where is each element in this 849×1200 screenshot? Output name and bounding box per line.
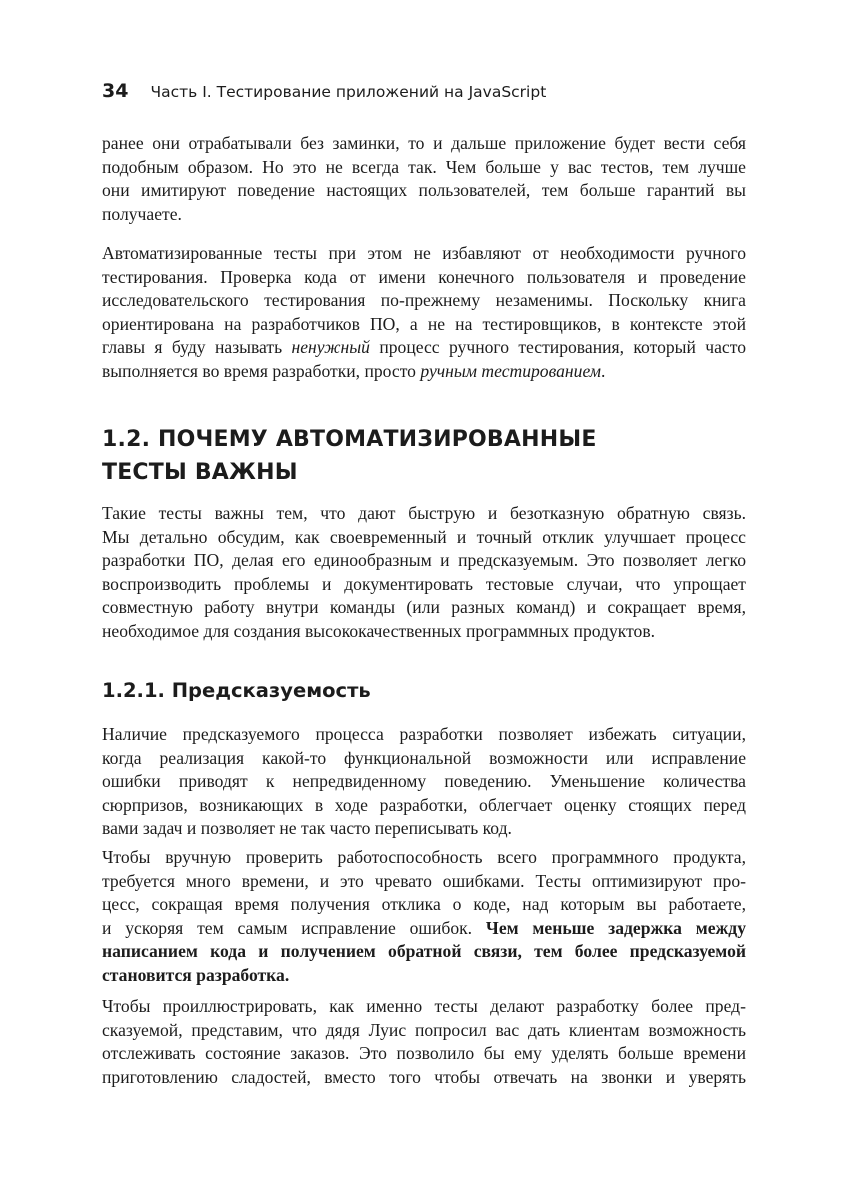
running-title: Часть I. Тестирование приложений на JavaScript	[150, 83, 547, 101]
section-heading-line: ТЕСТЫ ВАЖНЫ	[102, 460, 298, 485]
text-line: Мы детально обсудим, как своевременный и точный отклик улучшает процесс	[102, 526, 746, 547]
text-line: Такие тесты важны тем, что дают быструю и безотказную обратную связь.	[102, 503, 746, 523]
text-line: ранее они отрабатывали без заминки, то и дальше приложение будет вести себя	[102, 133, 746, 153]
text-line: совместную работу внутри команды (или разных команд) и сокращает время,	[102, 597, 746, 618]
page-number: 34	[102, 80, 129, 102]
text-line: сказуемой, представим, что дядя Луис попросил вас дать клиентам возможность	[102, 1019, 746, 1040]
text-line: когда реализация какой-то функциональной возможности или исправление	[102, 747, 746, 768]
text-line: необходимое для создания высококачественных программных продуктов.	[102, 620, 656, 641]
text-line: получаете.	[102, 203, 182, 224]
paragraph-1	[102, 132, 746, 226]
text-line: Автоматизированные тесты при этом не избавляют от необходимости ручного	[102, 243, 746, 263]
text-line: исследовательского тестирования по-прежнему незаменимы. Поскольку книга	[102, 290, 746, 311]
text-line	[102, 360, 746, 384]
paragraph-3	[102, 502, 746, 644]
text-run: выполняется во время разработки, просто	[102, 360, 421, 381]
text-line	[102, 917, 746, 941]
text-line: Чтобы вручную проверить работоспособность всего программного продукта,	[102, 847, 746, 867]
text-line	[102, 964, 746, 988]
paragraph-4	[102, 723, 746, 841]
running-head	[102, 80, 546, 102]
text-line: требуется много времени, и это чревато ошибками. Тесты оптимизируют про-	[102, 870, 746, 891]
emphasis-term: ручным тестированием	[420, 360, 602, 381]
text-line: Чтобы проиллюстрировать, как именно тесты делают разработку более пред-	[102, 996, 746, 1016]
emphasis-term: ненужный	[291, 337, 370, 358]
text-run: главы я буду называть	[102, 337, 292, 358]
text-line: Наличие предсказуемого процесса разработки позволяет избежать ситуации,	[102, 724, 746, 744]
text-run: и ускоряя тем самым исправление ошибок.	[102, 917, 486, 938]
text-line: подобным образом. Но это не всегда так. Чем больше у вас тестов, тем лучше	[102, 156, 746, 177]
bold-emphasis: становится разработка.	[102, 964, 290, 985]
subsection-heading: 1.2.1. Предсказуемость	[102, 679, 371, 702]
text-line: сюрпризов, возникающих в ходе разработки, облегчает оценку стоящих перед	[102, 794, 746, 815]
text-line: приготовлению сладостей, вместо того чтобы отвечать на звонки и уверять	[102, 1066, 746, 1087]
paragraph-6	[102, 995, 746, 1089]
bold-emphasis: написанием кода и получением обратной связи, тем более предсказуемой	[102, 941, 746, 962]
section-heading-line: 1.2. ПОЧЕМУ АВТОМАТИЗИРОВАННЫЕ	[102, 427, 597, 452]
text-line: отслеживать состояние заказов. Это позволило бы ему уделять больше времени	[102, 1043, 746, 1064]
paragraph-5	[102, 846, 746, 988]
text-line: ориентирована на разработчиков ПО, а не на тестировщиков, в контексте этой	[102, 313, 746, 334]
text-line: цесс, сокращая время получения отклика о коде, над которым вы работаете,	[102, 894, 746, 915]
bold-emphasis: Чем меньше задержка между	[485, 917, 746, 938]
text-run: процесс ручного тестирования, который часто	[369, 337, 746, 358]
paragraph-2	[102, 242, 746, 384]
text-line: разработки ПО, делая его единообразным и предсказуемым. Это позволяет легко	[102, 550, 746, 571]
text-line: вами задач и позволяет не так часто переписывать код.	[102, 818, 512, 839]
text-line: тестирования. Проверка кода от имени конечного пользователя и проведение	[102, 266, 746, 287]
text-line: ошибки приводят к непредвиденному поведению. Уменьшение количества	[102, 771, 746, 792]
text-line	[102, 336, 746, 360]
section-heading	[102, 423, 752, 489]
text-run: .	[601, 360, 606, 381]
text-line: они имитируют поведение настоящих пользователей, тем больше гарантий вы	[102, 180, 746, 201]
text-line: воспроизводить проблемы и документировать тестовые случаи, что упрощает	[102, 573, 746, 594]
text-line	[102, 940, 746, 964]
